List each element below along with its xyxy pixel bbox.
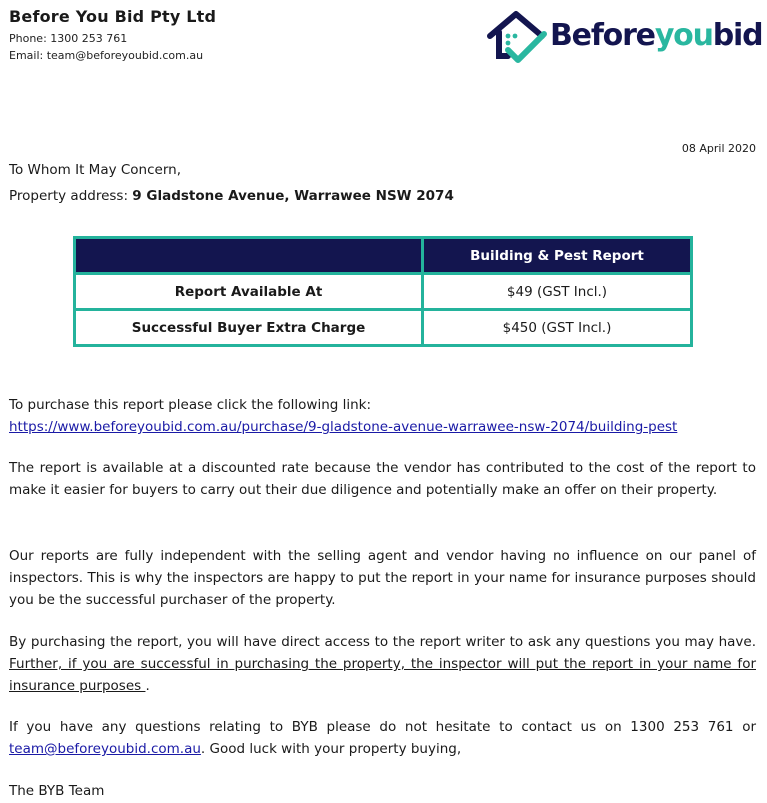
table-row-value: $450 (GST Incl.) [423,310,692,346]
pricing-table-header-row [75,238,692,274]
company-email: Email: team@beforeyoubid.com.au [9,49,204,62]
company-name: Before You Bid Pty Ltd [9,7,217,26]
letter-date: 08 April 2020 [681,142,756,155]
salutation: To Whom It May Concern, [9,162,182,178]
house-check-icon [486,10,548,64]
access-end: . [145,678,150,694]
contact-end: . Good luck with your property buying, [200,741,462,757]
independence-paragraph: Our reports are fully independent with the selling agent and vendor having no influence on our panel of inspectors. This is why the inspectors are happy to put the report in your name for insurance purposes should you be the successful purchaser of the property. [9,548,756,608]
purchase-link[interactable]: https://www.beforeyoubid.com.au/purchase/9-gladstone-avenue-warrawee-nsw-2074/building-pest [9,419,678,435]
address-value: 9 Gladstone Avenue, Warrawee NSW 2074 [132,188,454,204]
pricing-table-header-report: Building & Pest Report [423,238,692,274]
signoff: The BYB Team [9,783,105,799]
discount-paragraph: The report is available at a discounted rate because the vendor has contributed to the cost of the report to make it easier for buyers to carry out their due diligence and potentially make an offer on their property. [9,460,756,498]
contact-text: If you have any questions relating to BYB please do not hesitate to contact us on 1300 253 761 or [9,719,756,735]
purchase-section [9,394,756,438]
company-phone: Phone: 1300 253 761 [9,32,128,45]
access-text: By purchasing the report, you will have direct access to the report writer to ask any questions you may have. [9,634,756,650]
table-row-label: Report Available At [75,274,423,310]
address-label: Property address: [9,188,133,204]
insurance-note: Further, if you are successful in purchasing the property, the inspector will put the report in your name for insurance purposes [9,656,756,694]
access-paragraph [9,631,756,697]
beforeyoubid-logo [486,10,761,64]
table-row-value: $49 (GST Incl.) [423,274,692,310]
pricing-table [73,236,693,347]
table-row [75,310,692,346]
table-row [75,274,692,310]
table-row-label: Successful Buyer Extra Charge [75,310,423,346]
property-address [9,188,454,204]
pricing-table-header-blank [75,238,423,274]
contact-paragraph [9,716,756,760]
logo-wordmark: Beforeyoubid [550,18,763,53]
contact-email-link[interactable]: team@beforeyoubid.com.au [9,741,201,757]
purchase-intro: To purchase this report please click the following link: [9,397,372,413]
